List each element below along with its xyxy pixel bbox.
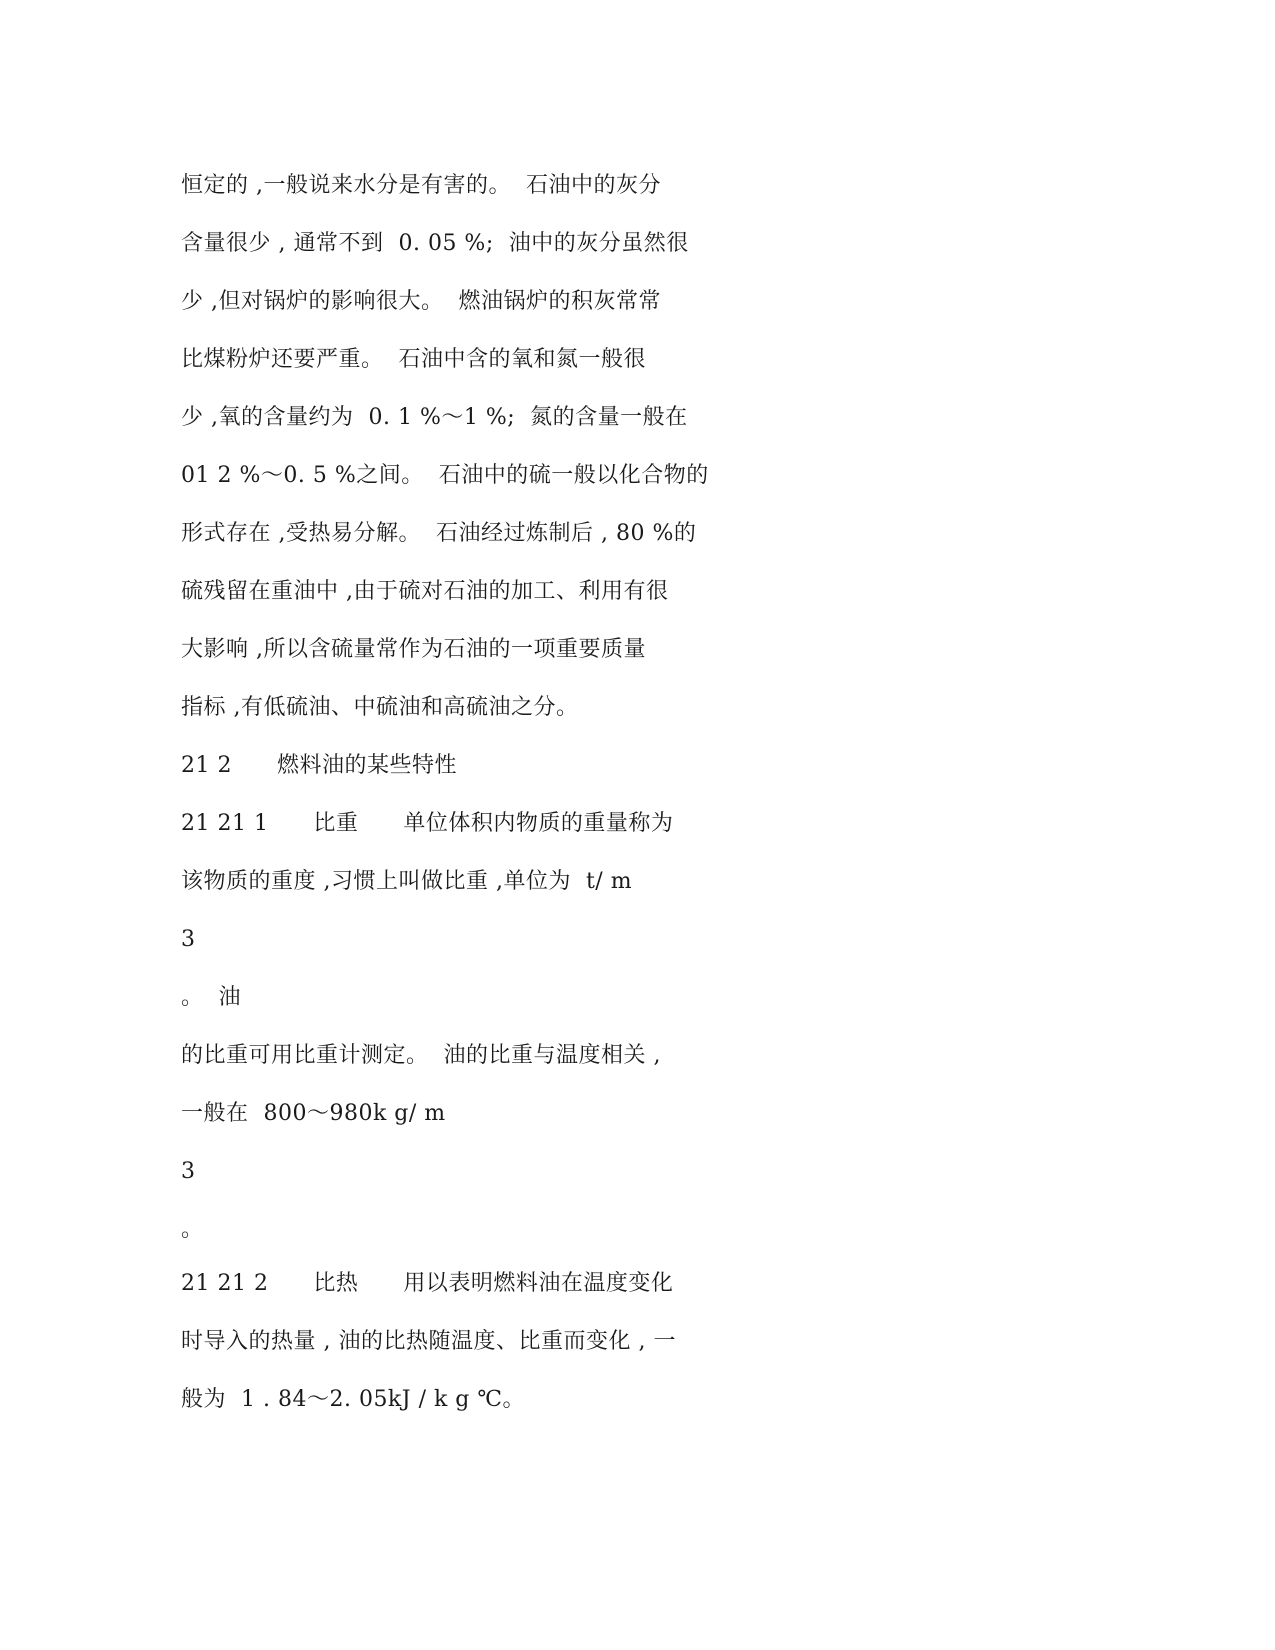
subsection-heading: 21 21 2 比热 用以表明燃料油在温度变化 — [181, 1271, 674, 1296]
text-line: 比煤粉炉还要严重。 石油中含的氧和氮一般很 — [181, 347, 646, 372]
superscript-fragment: 3 — [181, 1159, 196, 1184]
text-line: 般为 1 . 84～2. 05kJ / k g ℃。 — [181, 1387, 525, 1412]
text-line: 时导入的热量 , 油的比热随温度、比重而变化 , 一 — [181, 1329, 676, 1354]
text-line: 少 ,氧的含量约为 0. 1 %～1 %; 氮的含量一般在 — [181, 405, 688, 430]
text-line: 。 — [181, 1217, 204, 1242]
subsection-heading: 21 21 1 比重 单位体积内物质的重量称为 — [181, 811, 674, 836]
text-line: 该物质的重度 ,习惯上叫做比重 ,单位为 t/ m — [181, 869, 633, 894]
text-line: 含量很少 , 通常不到 0. 05 %; 油中的灰分虽然很 — [181, 231, 689, 256]
text-line: 少 ,但对锅炉的影响很大。 燃油锅炉的积灰常常 — [181, 289, 661, 314]
text-line: 形式存在 ,受热易分解。 石油经过炼制后 , 80 %的 — [181, 521, 697, 546]
text-line: 一般在 800～980k g/ m — [181, 1101, 446, 1126]
text-line: 硫残留在重油中 ,由于硫对石油的加工、利用有很 — [181, 579, 669, 604]
text-line: 指标 ,有低硫油、中硫油和高硫油之分。 — [181, 695, 579, 720]
text-line: 。 油 — [181, 985, 241, 1010]
text-line: 大影响 ,所以含硫量常作为石油的一项重要质量 — [181, 637, 646, 662]
text-line: 恒定的 ,一般说来水分是有害的。 石油中的灰分 — [181, 173, 661, 198]
section-heading: 21 2 燃料油的某些特性 — [181, 753, 457, 778]
text-line: 的比重可用比重计测定。 油的比重与温度相关 , — [181, 1043, 661, 1068]
superscript-fragment: 3 — [181, 927, 196, 952]
text-line: 01 2 %～0. 5 %之间。 石油中的硫一般以化合物的 — [181, 463, 709, 488]
